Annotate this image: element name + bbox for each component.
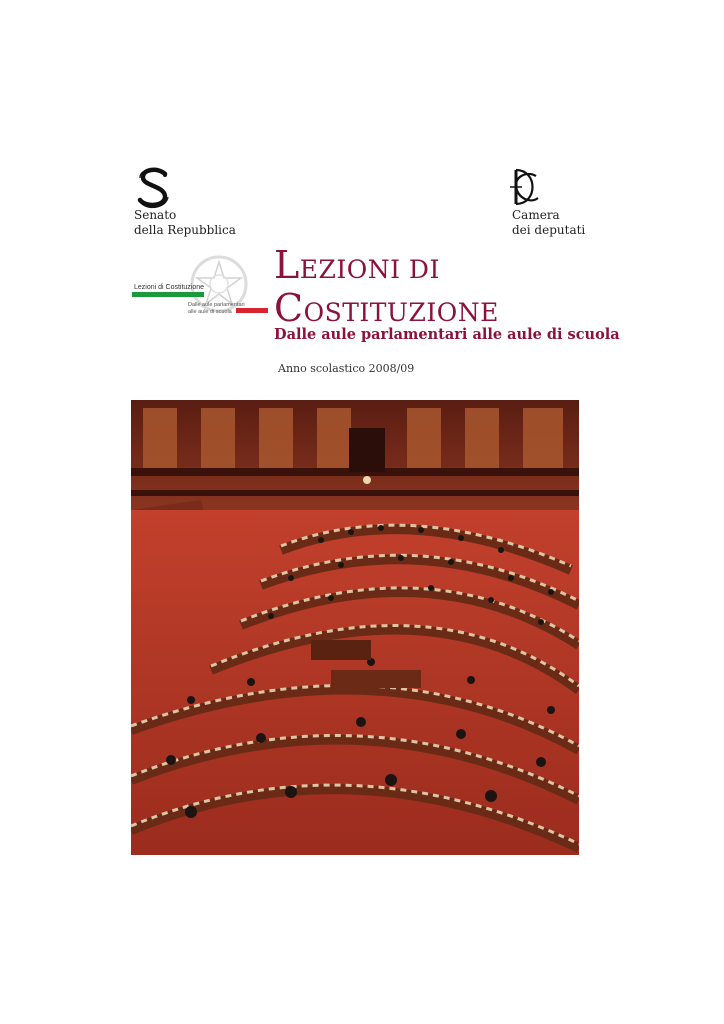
chamber-illustration <box>131 400 579 855</box>
title-line-1 <box>274 243 499 289</box>
senato-line2: della Repubblica <box>134 223 236 237</box>
document-subtitle: Dalle aule parlamentari alle aule di scuola <box>274 326 620 343</box>
title-line-1-rest: EZIONI DI <box>299 255 440 284</box>
badge-label: Lezioni di Costituzione <box>134 284 205 291</box>
camera-dc-monogram-icon <box>508 166 542 208</box>
title-line-2-initial: C <box>274 286 304 330</box>
senato-s-monogram-icon <box>132 166 176 210</box>
title-line-1-initial: L <box>274 243 300 287</box>
parliament-chamber-photo <box>131 400 579 855</box>
badge-sub-line1: Dalle aule parlamentari <box>188 302 245 308</box>
badge-green-stripe <box>132 292 204 297</box>
badge-sub-line2: alle aule di scuola <box>188 309 232 315</box>
document-title <box>274 243 499 332</box>
camera-line1: Camera <box>512 208 560 222</box>
senato-line1: Senato <box>134 208 177 222</box>
camera-line2: dei deputati <box>512 223 586 237</box>
title-line-2-rest: OSTITUZIONE <box>303 298 499 327</box>
camera-block <box>508 166 598 238</box>
school-year: Anno scolastico 2008/09 <box>278 362 415 375</box>
senato-name <box>134 208 272 238</box>
lezioni-badge <box>132 250 268 340</box>
senato-block <box>132 166 272 238</box>
badge-red-stripe <box>236 308 268 313</box>
camera-name <box>512 208 598 238</box>
